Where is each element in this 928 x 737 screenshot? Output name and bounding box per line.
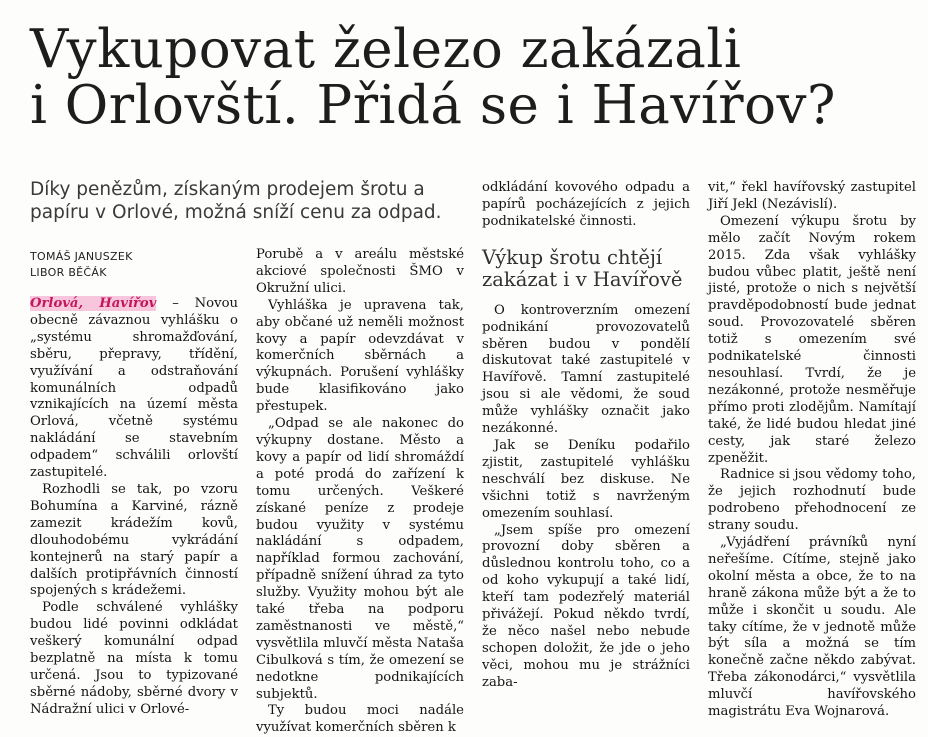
headline [30, 19, 910, 136]
paragraph: Vyhláška je upravena tak, aby občané už neměli možnost kovy a papír odevzdávat v komerčních sběrnách a výkupnách. Porušení vyhlášky bude klasifikováno jako přestupek. [256, 297, 464, 415]
article-column-1 [30, 296, 238, 719]
paragraph: „Vyjádření právníků nyní neřešíme. Cítíme, stejně jako okolní města a obce, že to na hraně zákona může být a že to může i skončit u soudu. Ale taky cítíme, že v jednotě může být síla a možná se tím konečně začne někdo zabývat. Třeba zákonodárci,“ vysvětlila mluvčí havířovského magistrátu Eva Wojnarová. [708, 535, 916, 720]
paragraph: Jak se Deníku podařilo zjistit, zastupitelé vyhlášku neschválí bez diskuse. Ne všichni totiž s navrženým omezením souhlasí. [482, 437, 690, 521]
article-column-2 [256, 247, 464, 737]
paragraph: Radnice si jsou vědomy toho, že jejich rozhodnutí bude podrobeno přehodnocení ze strany soudu. [708, 467, 916, 534]
paragraph: Rozhodli se tak, po vzoru Bohumína a Karviné, rázně zamezit krádežím kovů, dlouhodobému vykrádání kontejnerů na starý papír a dalších protipřávních činností spojených s krádežemi. [30, 481, 238, 599]
paragraph: Omezení výkupu šrotu by mělo začít Novým rokem 2015. Zda však vyhlášky budou vůbec platit, ještě není jisté, protože o nich s největší pravděpodobností bude jednat soud. Provozovatelé sběren totiž s omezením své podnikatelské činnosti nesouhlasí. Tvrdí, že je nezákonné, protože nesměřuje přímo proti zlodějům. Namítají také, že lidé budou hledat jiné cesty, jak staré železo zpeněžit. [708, 213, 916, 466]
article-column-3 [482, 180, 690, 692]
author-2: LIBOR BĚČÁK [30, 266, 107, 279]
subheadline: Díky penězům, získaným prodejem šrotu a papíru v Orlové, možná sníží cenu za odpad. [30, 179, 442, 223]
headline-line-1: Vykupovat železo zakázali [30, 19, 742, 80]
paragraph: odkládání kovového odpadu a papírů pocházejících z jejich podnikatelské činnosti. [482, 180, 690, 229]
author-1: TOMÁŠ JANUSZEK [30, 250, 133, 263]
paragraph: Orlová, Havířov – Novou obecně závaznou vyhlášku o „systému shromažďování, sběru, přepravy, třídění, využívání a odstraňování komunálních odpadů vznikajících na území města Orlová, včetně systému nakládání se stavebním odpadem“ schválili orlovští zastupitelé. [30, 296, 239, 481]
paragraph: Ty budou moci nadále využívat komerčních sběren k [256, 703, 464, 736]
paragraph: „Jsem spíše pro omezení provozní doby sběren a důslednou kontrolu toho, co a od koho vykupují a také lidí, kteří tam podezřelý materiál přivážejí. Pokud někdo tvrdí, že něco našel nebo nebude schopen doložit, že jde o jeho věci, mohou mu je strážníci zaba- [482, 522, 690, 690]
paragraph: „Odpad se ale nakonec do výkupny dostane. Město a kovy a papír od lidí shromáždí a poté prodá do zařízení k tomu určených. Veškeré získané peníze z prodeje budou využity v systému nakládání s odpadem, například formou zachování, případně snížení úhrad za tyto služby. Využity mohou být ale také třeba na podporu zaměstnanosti ve městě,“ vysvětlila mluvčí města Nataša Cibulková s tím, že omezení se nedotkne podnikajících subjektů. [256, 416, 464, 702]
paragraph: vit,“ řekl havířovský zastupitel Jiří Jekl (Nezávislí). [708, 180, 916, 212]
paragraph: O kontroverzním omezení podnikání provozovatelů sběren budou v pondělí diskutovat také zastupitelé v Havířově. Tamní zastupitelé jsou si ale vědomi, že soud může vyhlášky označit jako nezákonné. [482, 302, 690, 437]
article-column-4 [708, 180, 916, 721]
paragraph: Porubě a v areálu městské akciové společnosti ŠMO v Okružní ulici. [256, 247, 464, 296]
paragraph: Podle schválené vyhlášky budou lidé povinni odkládat veškerý komunální odpad bezplatně na místa k tomu určená. Jsou to typizované sběrné nádoby, sběrné dvory v Nádražní ulici v Orlové- [30, 600, 238, 717]
headline-line-2: i Orlovští. Přidá se i Havířov? [30, 75, 836, 136]
section-subheading: Výkup šrotu chtějí zakázat i v Havířově [482, 245, 683, 291]
dateline: Orlová, Havířov [30, 296, 157, 311]
